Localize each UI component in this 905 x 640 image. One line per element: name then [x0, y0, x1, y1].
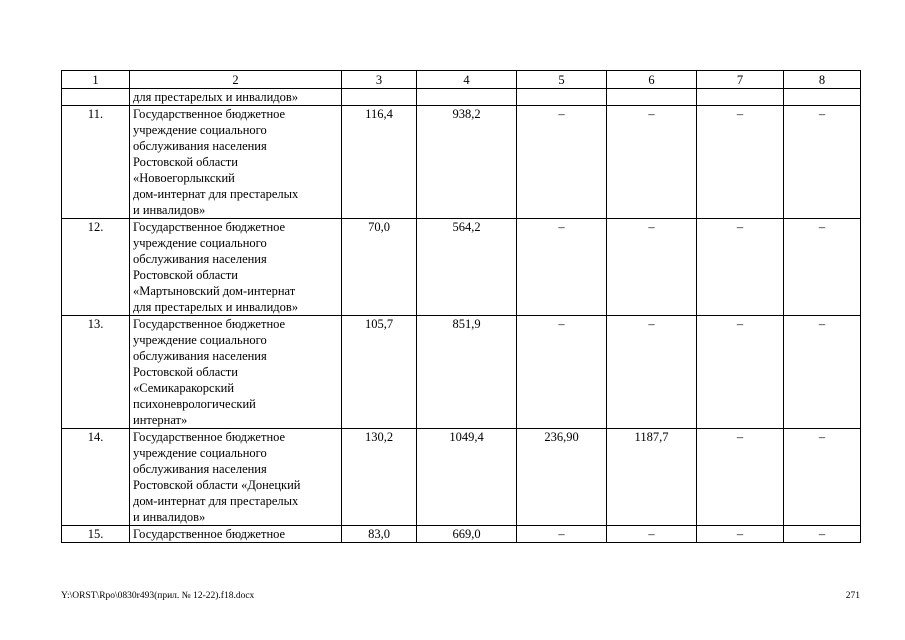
- header-cell: 1: [62, 71, 130, 89]
- value-cell-c7: [697, 89, 784, 106]
- value-cell-c8: –: [784, 219, 861, 316]
- value-cell-c5: –: [517, 316, 607, 429]
- header-row: [62, 71, 861, 89]
- value-cell-c6: –: [607, 526, 697, 543]
- institution-name-cell: Государственное бюджетное учреждение социального обслуживания населения Ростовской области «Мартыновский дом-интернат для престарелых и инвалидов»: [130, 219, 342, 316]
- value-cell-c7: –: [697, 526, 784, 543]
- row-number-cell: [62, 89, 130, 106]
- value-cell-c8: –: [784, 316, 861, 429]
- value-cell-c7: –: [697, 429, 784, 526]
- header-cell: 6: [607, 71, 697, 89]
- value-cell-c4: 564,2: [417, 219, 517, 316]
- row-number-cell: 14.: [62, 429, 130, 526]
- table-row: [62, 219, 861, 316]
- institution-name-cell: для престарелых и инвалидов»: [130, 89, 342, 106]
- value-cell-c8: –: [784, 106, 861, 219]
- value-cell-c8: [784, 89, 861, 106]
- value-cell-c6: –: [607, 219, 697, 316]
- header-cell: 8: [784, 71, 861, 89]
- value-cell-c3: 130,2: [342, 429, 417, 526]
- value-cell-c5: [517, 89, 607, 106]
- value-cell-c4: 669,0: [417, 526, 517, 543]
- header-cell: 4: [417, 71, 517, 89]
- header-cell: 5: [517, 71, 607, 89]
- table-row: [62, 429, 861, 526]
- row-number-cell: 11.: [62, 106, 130, 219]
- value-cell-c6: –: [607, 316, 697, 429]
- footer-file-path: Y:\ORST\Rpo\0830r493(прил. № 12-22).f18.docx: [61, 591, 255, 601]
- value-cell-c6: [607, 89, 697, 106]
- page-number: 271: [845, 591, 860, 601]
- value-cell-c5: –: [517, 526, 607, 543]
- value-cell-c7: –: [697, 219, 784, 316]
- value-cell-c6: –: [607, 106, 697, 219]
- data-table: [61, 70, 861, 543]
- table-row: [62, 316, 861, 429]
- value-cell-c4: 1049,4: [417, 429, 517, 526]
- header-cell: 3: [342, 71, 417, 89]
- value-cell-c4: [417, 89, 517, 106]
- value-cell-c7: –: [697, 316, 784, 429]
- table-row: [62, 526, 861, 543]
- value-cell-c3: [342, 89, 417, 106]
- value-cell-c8: –: [784, 526, 861, 543]
- value-cell-c4: 938,2: [417, 106, 517, 219]
- header-cell: 7: [697, 71, 784, 89]
- value-cell-c5: –: [517, 106, 607, 219]
- table-row: [62, 106, 861, 219]
- value-cell-c4: 851,9: [417, 316, 517, 429]
- row-number-cell: 12.: [62, 219, 130, 316]
- institution-name-cell: Государственное бюджетное учреждение социального обслуживания населения Ростовской области «Новоегорлыкский дом-интернат для престарелых и инвалидов»: [130, 106, 342, 219]
- institution-name-cell: Государственное бюджетное: [130, 526, 342, 543]
- row-number-cell: 15.: [62, 526, 130, 543]
- value-cell-c3: 70,0: [342, 219, 417, 316]
- value-cell-c3: 105,7: [342, 316, 417, 429]
- value-cell-c3: 83,0: [342, 526, 417, 543]
- value-cell-c3: 116,4: [342, 106, 417, 219]
- header-cell: 2: [130, 71, 342, 89]
- institution-name-cell: Государственное бюджетное учреждение социального обслуживания населения Ростовской области «Семикаракорский психоневрологический интернат»: [130, 316, 342, 429]
- value-cell-c6: 1187,7: [607, 429, 697, 526]
- table-row: [62, 89, 861, 106]
- value-cell-c5: –: [517, 219, 607, 316]
- value-cell-c7: –: [697, 106, 784, 219]
- institution-name-cell: Государственное бюджетное учреждение социального обслуживания населения Ростовской области «Донецкий дом-интернат для престарелых и инвалидов»: [130, 429, 342, 526]
- value-cell-c8: –: [784, 429, 861, 526]
- value-cell-c5: 236,90: [517, 429, 607, 526]
- row-number-cell: 13.: [62, 316, 130, 429]
